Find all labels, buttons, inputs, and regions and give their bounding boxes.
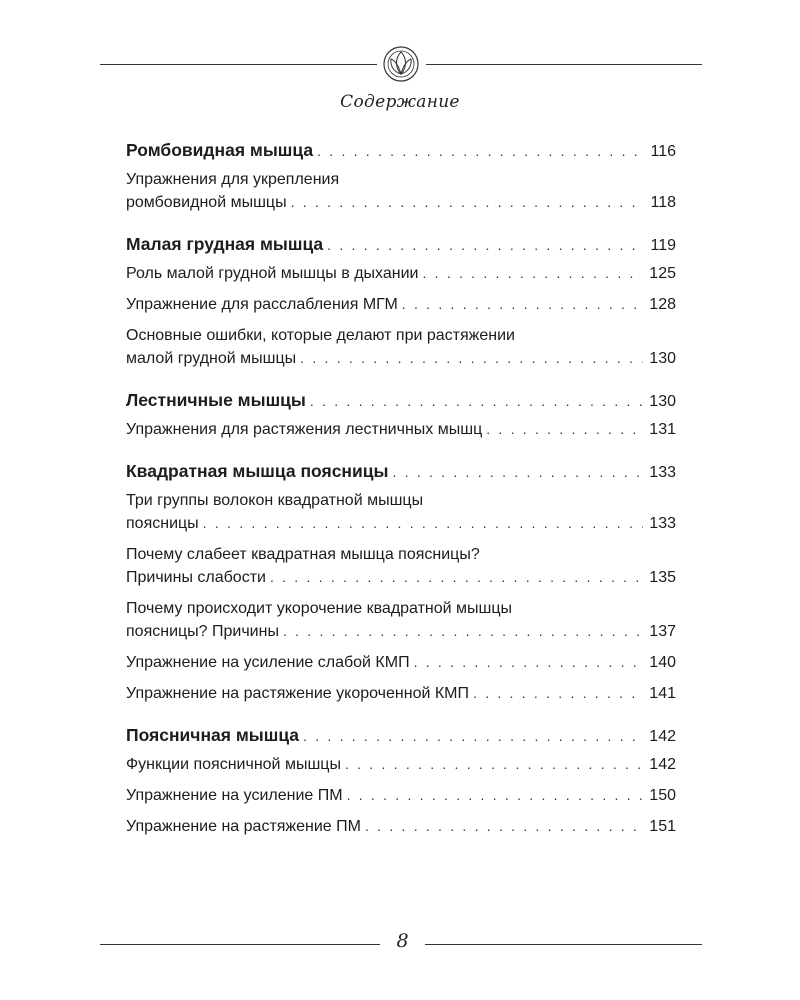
- toc-entry-title: Причины слабости: [126, 569, 266, 586]
- toc-entry-title: Упражнение на растяжение ПМ: [126, 818, 361, 835]
- toc-page-number: 133: [649, 464, 676, 481]
- footer-rule-right: [425, 944, 702, 945]
- toc-entry[interactable]: [126, 489, 676, 535]
- toc-section-title: Квадратная мышца поясницы: [126, 461, 389, 481]
- leader-dots: [327, 237, 644, 253]
- table-of-contents: [126, 140, 676, 858]
- toc-page-number: 130: [649, 393, 676, 410]
- toc-section-title: Поясничная мышца: [126, 725, 300, 745]
- leader-dots: [365, 815, 643, 838]
- toc-entry[interactable]: [126, 262, 676, 285]
- toc-page-number: 130: [649, 350, 676, 367]
- toc-entry-title-line1: Почему слабеет квадратная мышца поясницы?: [126, 546, 480, 563]
- toc-page-number: 128: [649, 296, 676, 313]
- toc-page-number: 135: [649, 569, 676, 586]
- toc-entry[interactable]: [126, 418, 676, 441]
- toc-entry-title: малой грудной мышцы: [126, 350, 297, 367]
- toc-page-number: 142: [649, 756, 676, 773]
- leader-dots: [203, 512, 644, 535]
- toc-entry[interactable]: [126, 168, 676, 214]
- toc-page-number: 141: [649, 685, 676, 702]
- toc-entry[interactable]: [126, 815, 676, 838]
- toc-page-number: 151: [649, 818, 676, 835]
- toc-section-title: Малая грудная мышца: [126, 234, 324, 254]
- toc-entry[interactable]: [126, 543, 676, 589]
- leader-dots: [392, 464, 643, 480]
- leader-dots: [486, 418, 643, 441]
- toc-page-number: 140: [649, 654, 676, 671]
- leader-dots: [310, 393, 643, 409]
- toc-section-heading[interactable]: [126, 234, 676, 255]
- contents-title: Содержание: [340, 92, 460, 112]
- leader-dots: [473, 682, 643, 705]
- leader-dots: [414, 651, 644, 674]
- toc-section-heading[interactable]: [126, 140, 676, 161]
- toc-entry[interactable]: [126, 753, 676, 776]
- toc-entry[interactable]: [126, 784, 676, 807]
- toc-entry-title: Роль малой грудной мышцы в дыхании: [126, 265, 419, 282]
- toc-entry[interactable]: [126, 293, 676, 316]
- toc-section-heading[interactable]: [126, 390, 676, 411]
- toc-entry[interactable]: [126, 324, 676, 370]
- toc-entry-title: поясницы: [126, 515, 199, 532]
- toc-entry-title: Упражнение на усиление ПМ: [126, 787, 343, 804]
- toc-section: [126, 461, 676, 705]
- leader-dots: [270, 566, 643, 589]
- leader-dots: [300, 347, 643, 370]
- toc-page-number: 137: [649, 623, 676, 640]
- lotus-ornament-icon: [381, 40, 421, 88]
- toc-section-heading[interactable]: [126, 725, 676, 746]
- toc-page-number: 133: [649, 515, 676, 532]
- toc-page-number: 125: [649, 265, 676, 282]
- toc-section: [126, 725, 676, 838]
- footer-rule-left: [100, 944, 380, 945]
- toc-page-number: 142: [649, 728, 676, 745]
- toc-page-number: 150: [649, 787, 676, 804]
- toc-entry-title: Упражнения для растяжения лестничных мышц: [126, 421, 483, 438]
- toc-entry-title: Функции поясничной мышцы: [126, 756, 341, 773]
- toc-entry[interactable]: [126, 597, 676, 643]
- leader-dots: [283, 620, 643, 643]
- toc-entry-title-line1: Три группы волокон квадратной мышцы: [126, 492, 424, 509]
- page-number: 8: [396, 930, 409, 952]
- leader-dots: [422, 262, 643, 285]
- header-rule-right: [426, 64, 702, 65]
- toc-page-number: 116: [650, 143, 676, 160]
- toc-section-title: Лестничные мышцы: [126, 390, 306, 410]
- toc-entry-title: Упражнение на усиление слабой КМП: [126, 654, 410, 671]
- toc-section: [126, 390, 676, 441]
- leader-dots: [402, 293, 644, 316]
- toc-entry-title: поясницы? Причины: [126, 623, 279, 640]
- toc-section-title: Ромбовидная мышца: [126, 140, 314, 160]
- leader-dots: [345, 753, 643, 776]
- toc-section: [126, 234, 676, 370]
- toc-entry-title: ромбовидной мышцы: [126, 194, 287, 211]
- leader-dots: [317, 143, 644, 159]
- toc-page-number: 118: [650, 194, 676, 211]
- leader-dots: [291, 191, 645, 214]
- toc-section-heading[interactable]: [126, 461, 676, 482]
- leader-dots: [347, 784, 644, 807]
- toc-entry[interactable]: [126, 651, 676, 674]
- toc-entry-title: Упражнение для расслабления МГМ: [126, 296, 398, 313]
- toc-entry-title-line1: Упражнения для укрепления: [126, 171, 340, 188]
- toc-entry-title: Упражнение на растяжение укороченной КМП: [126, 685, 470, 702]
- toc-section: [126, 140, 676, 214]
- toc-page-number: 131: [649, 421, 676, 438]
- leader-dots: [303, 728, 643, 744]
- toc-entry-title-line1: Почему происходит укорочение квадратной мышцы: [126, 600, 513, 617]
- toc-entry-title-line1: Основные ошибки, которые делают при растяжении: [126, 327, 515, 344]
- header-rule-left: [100, 64, 377, 65]
- toc-entry[interactable]: [126, 682, 676, 705]
- toc-page-number: 119: [650, 237, 676, 254]
